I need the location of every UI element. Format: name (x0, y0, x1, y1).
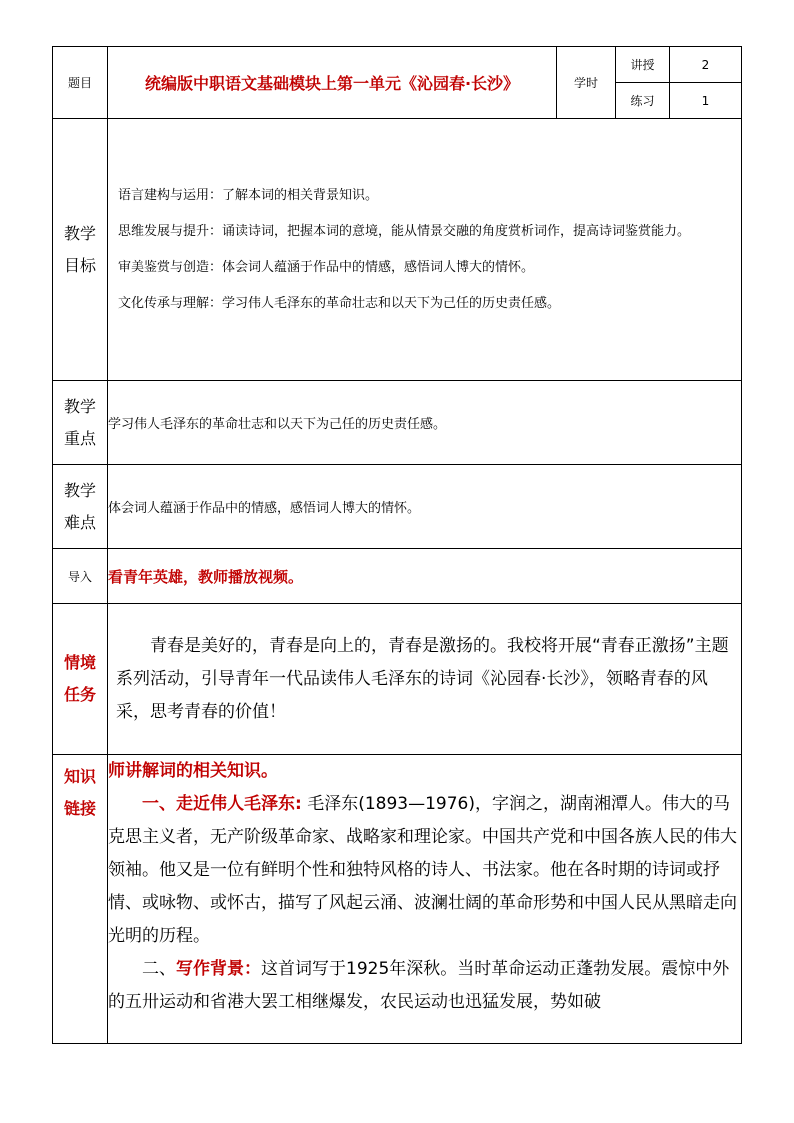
key-points-label-line2: 重点 (63, 428, 96, 448)
section-2-number: 二、 (142, 959, 176, 979)
difficulties-label-line1: 教学 (63, 480, 96, 500)
knowledge-label (53, 755, 108, 1044)
knowledge-row (53, 755, 742, 1044)
lesson-title: 统编版中职语文基础模块上第一单元《沁园春·长沙》 (108, 47, 557, 119)
knowledge-heading: 师讲解词的相关知识。 (108, 761, 278, 781)
lecture-label: 讲授 (616, 47, 670, 83)
key-points-label (53, 381, 108, 465)
intro-label: 导入 (53, 549, 108, 604)
difficulties-label-line2: 难点 (63, 512, 96, 532)
objectives-label (53, 119, 108, 381)
task-text: 青春是美好的，青春是向上的，青春是激扬的。我校将开展“青春正激扬”主题系列活动，引导青年一代品读伟人毛泽东的诗词《沁园春·长沙》，领略青春的风采，思考青春的价值！ (116, 635, 729, 722)
difficulties-text: 体会词人蕴涵于作品中的情感，感悟词人博大的情怀。 (108, 465, 742, 549)
objective-item: 思维发展与提升：诵读诗词，把握本词的意境，能从情景交融的角度赏析词作，提高诗词鉴赏能力。 (118, 223, 691, 239)
task-label (53, 604, 108, 755)
section-2-text: 这首词写于1925年深秋。当时革命运动正蓬勃发展。震惊中外的五卅运动和省港大罢工相继爆发，农民运动也迅猛发展，势如破 (108, 959, 730, 1012)
section-1-text: 毛泽东(1893—1976)，字润之，湖南湘潭人。伟大的马克思主义者，无产阶级革命家、战略家和理论家。中国共产党和中国各族人民的伟大领袖。他又是一位有鲜明个性和独特风格的诗人、书法家。他在各时期的诗词或抒情、或咏物、或怀古，描写了风起云涌、波澜壮阔的革命形势和中国人民从黑暗走向光明的历程。 (108, 794, 737, 946)
task-row (53, 604, 742, 755)
practice-hours: 1 (670, 83, 742, 119)
lecture-hours: 2 (670, 47, 742, 83)
objectives-row (53, 119, 742, 381)
section-2-title: 写作背景 (176, 959, 244, 979)
section-2-colon: ： (244, 959, 261, 979)
hours-label: 学时 (557, 47, 616, 119)
section-1-title: 走近伟人毛泽东 (176, 794, 295, 814)
knowledge-section-1 (108, 788, 741, 953)
objective-item: 审美鉴赏与创造：体会词人蕴涵于作品中的情感，感悟词人博大的情怀。 (118, 259, 535, 275)
task-label-line2: 任务 (63, 685, 96, 704)
lesson-plan-table (52, 46, 742, 1044)
task-content (108, 604, 742, 755)
header-row (53, 47, 742, 83)
key-points-label-line1: 教学 (63, 396, 96, 416)
key-points-text: 学习伟人毛泽东的革命壮志和以天下为己任的历史责任感。 (108, 381, 742, 465)
section-1-colon: : (295, 794, 302, 814)
practice-label: 练习 (616, 83, 670, 119)
objectives-list (108, 185, 741, 315)
section-1-number: 一、 (142, 794, 176, 814)
intro-row (53, 549, 742, 604)
knowledge-content (108, 755, 742, 1044)
key-points-row (53, 381, 742, 465)
intro-text: 看青年英雄，教师播放视频。 (108, 549, 742, 604)
knowledge-label-line1: 知识 (63, 767, 96, 786)
objectives-label-line2: 目标 (63, 255, 96, 275)
task-label-line1: 情境 (63, 653, 96, 672)
knowledge-label-line2: 链接 (63, 799, 96, 818)
objectives-label-line1: 教学 (63, 223, 96, 243)
objectives-content (108, 119, 742, 381)
difficulties-label (53, 465, 108, 549)
knowledge-section-2 (108, 953, 741, 1019)
topic-label: 题目 (53, 47, 108, 119)
objective-item: 文化传承与理解：学习伟人毛泽东的革命壮志和以天下为己任的历史责任感。 (118, 295, 561, 311)
objective-item: 语言建构与运用：了解本词的相关背景知识。 (118, 187, 379, 203)
difficulties-row (53, 465, 742, 549)
